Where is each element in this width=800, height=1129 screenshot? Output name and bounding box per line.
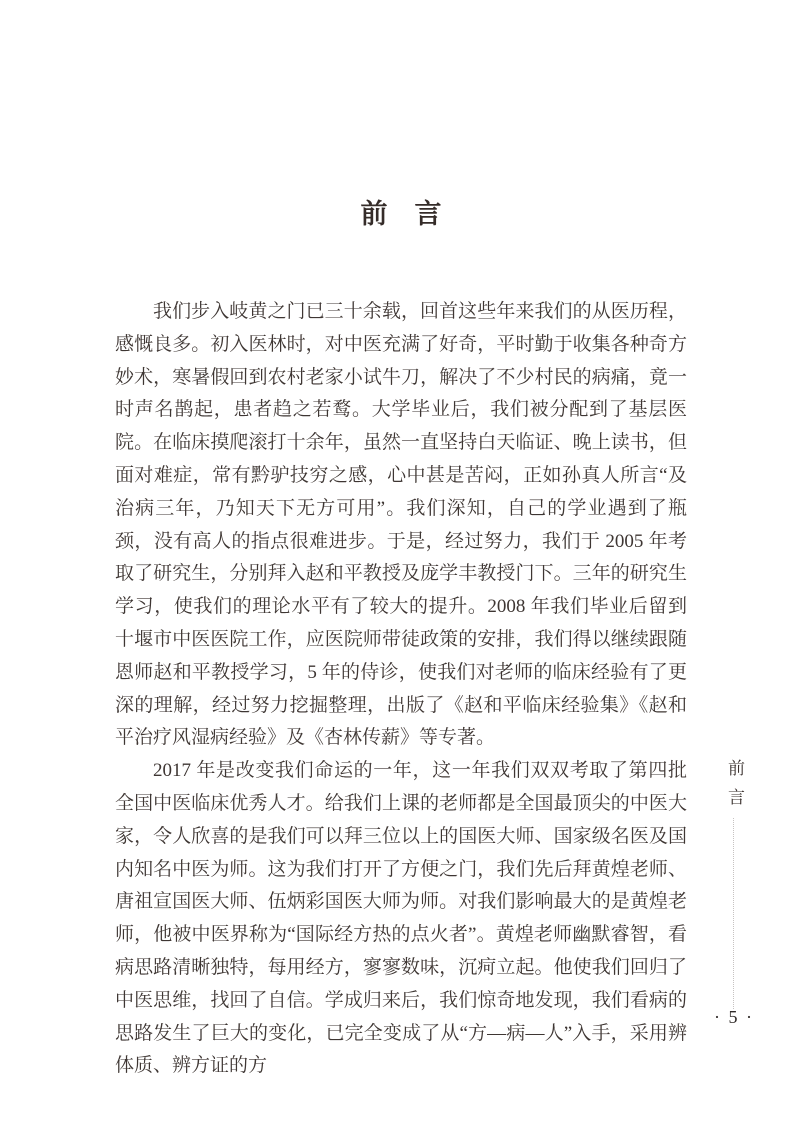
page-number: · 5 · <box>714 1007 754 1027</box>
page-title: 前 言 <box>360 199 442 229</box>
paragraph-1: 我们步入岐黄之门已三十余载，回首这些年来我们的从医历程，感慨良多。初入医林时，对中医充满了好奇，平时勤于收集各种奇方妙术，寒暑假回到农村老家小试牛刀，解决了不少村民的病痛，竟一时声名鹊起，患者趋之若鹜。大学毕业后，我们被分配到了基层医院。在临床摸爬滚打十余年，虽然一直坚持白天临证、晚上读书，但面对难症，常有黔驴技穷之感，心中甚是苦闷，正如孙真人所言“及治病三年，乃知天下无方可用”。我们深知，自己的学业遇到了瓶颈，没有高人的指点很难进步。于是，经过努力，我们于 2005 年考取了研究生，分别拜入赵和平教授及庞学丰教授门下。三年的研究生学习，使我们的理论水平有了较大的提升。2008 年我们毕业后留到十堰市中医医院工作，应医院师带徒政策的安排，我们得以继续跟随恩师赵和平教授学习，5 年的侍诊，使我们对老师的临床经验有了更深的理解，经过努力挖掘整理，出版了《赵和平临床经验集》《赵和平治疗风湿病经验》及《杏林传薪》等专著。 <box>115 301 687 749</box>
paragraph-2: 2017 年是改变我们命运的一年，这一年我们双双考取了第四批全国中医临床优秀人才。给我们上课的老师都是全国最顶尖的中医大家，令人欣喜的是我们可以拜三位以上的国医大师、国家级名医及国内知名中医为师。这为我们打开了方便之门，我们先后拜黄煌老师、唐祖宣国医大师、伍炳彩国医大师为师。对我们影响最大的是黄煌老师，他被中医界称为“国际经方热的点火者”。黄煌老师幽默睿智，看病思路清晰独特，每用经方，寥寥数味，沉疴立起。他使我们回归了中医思维，找回了自信。学成归来后，我们惊奇地发现，我们看病的思路发生了巨大的变化，已完全变成了从“方—病—人”入手，采用辨体质、辨方证的方 <box>115 760 687 1077</box>
preface-body <box>115 296 687 1083</box>
margin-divider-line <box>733 818 734 1009</box>
margin-chapter-label: 前言 <box>725 759 744 817</box>
